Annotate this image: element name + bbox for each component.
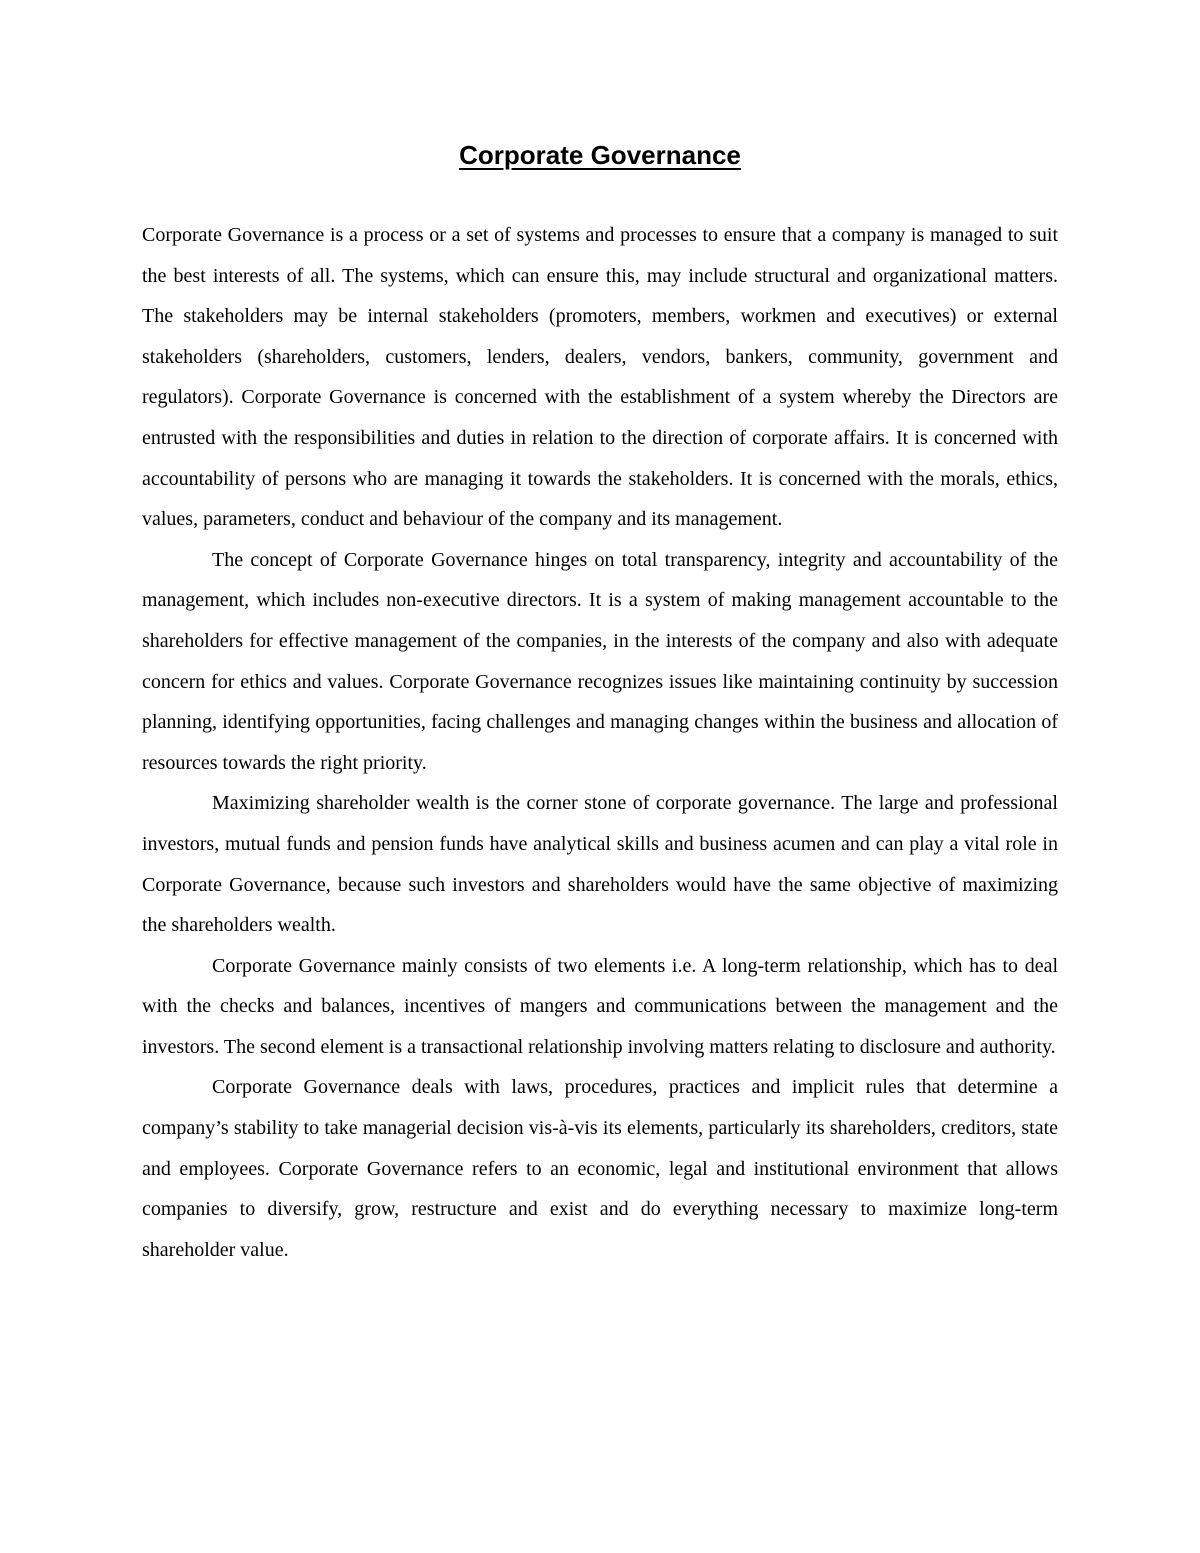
paragraph-1: Corporate Governance is a process or a set of systems and processes to ensure that a company is managed to suit the best interests of all. The systems, which can ensure this, may include structural and organizational matters. The stakeholders may be internal stakeholders (promoters, members, workmen and executives) or external stakeholders (shareholders, customers, lenders, dealers, vendors, bankers, community, government and regulators). Corporate Governance is concerned with the establishment of a system whereby the Directors are entrusted with the responsibilities and duties in relation to the direction of corporate affairs. It is concerned with accountability of persons who are managing it towards the stakeholders. It is concerned with the morals, ethics, values, parameters, conduct and behaviour of the company and its management. xyxy=(142,224,1058,531)
paragraph-2: The concept of Corporate Governance hinges on total transparency, integrity and accountability of the management, which includes non-executive directors. It is a system of making management accountable to the shareholders for effective management of the companies, in the interests of the company and also with adequate concern for ethics and values. Corporate Governance recognizes issues like maintaining continuity by succession planning, identifying opportunities, facing challenges and managing changes within the business and allocation of resources towards the right priority. xyxy=(142,548,1058,774)
paragraph-3: Maximizing shareholder wealth is the corner stone of corporate governance. The large and professional investors, mutual funds and pension funds have analytical skills and business acumen and can play a vital role in Corporate Governance, because such investors and shareholders would have the same objective of maximizing the shareholders wealth. xyxy=(142,792,1058,937)
paragraph-4: Corporate Governance mainly consists of two elements i.e. A long-term relationship, which has to deal with the checks and balances, incentives of mangers and communications between the management and the investors. The second element is a transactional relationship involving matters relating to disclosure and authority. xyxy=(142,954,1058,1058)
paragraph-5: Corporate Governance deals with laws, procedures, practices and implicit rules that determine a company’s stability to take managerial decision vis-à-vis its elements, particularly its shareholders, creditors, state and employees. Corporate Governance refers to an economic, legal and institutional environment that allows companies to diversify, grow, restructure and exist and do everything necessary to maximize long-term shareholder value. xyxy=(142,1076,1058,1261)
document-title-text: Corporate Governance xyxy=(459,140,741,170)
document-body xyxy=(142,215,1058,1270)
document-title xyxy=(0,140,1200,171)
